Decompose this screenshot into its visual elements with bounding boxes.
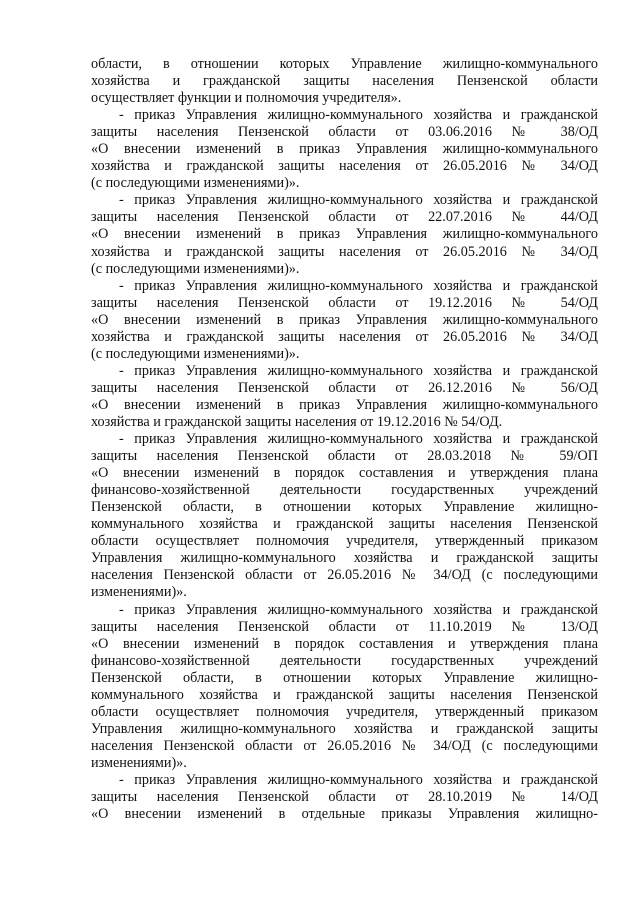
document-paragraph (91, 56, 598, 107)
text-line: - приказ Управления жилищно-коммунального хозяйства и гражданской (119, 431, 598, 448)
text-line: населения Пензенской области от 26.05.2016 № 34/ОД (с последующими (91, 737, 598, 754)
text-line: коммунального хозяйства и гражданской защиты населения Пензенской (91, 686, 598, 703)
document-paragraph (91, 278, 598, 363)
text-line: коммунального хозяйства и гражданской защиты населения Пензенской (91, 516, 598, 533)
text-line: хозяйства и гражданской защиты населения Пензенской области (91, 73, 598, 90)
text-line: хозяйства и гражданской защиты населения от 26.05.2016 № 34/ОД (91, 158, 598, 175)
text-line: защиты населения Пензенской области от 19.12.2016 № 54/ОД (91, 294, 598, 311)
text-line: - приказ Управления жилищно-коммунального хозяйства и гражданской (119, 277, 598, 294)
text-line: защиты населения Пензенской области от 03.06.2016 № 38/ОД (91, 124, 598, 141)
text-line: хозяйства и гражданской защиты населения от 26.05.2016 № 34/ОД (91, 243, 598, 260)
text-line: области, в отношении которых Управление жилищно-коммунального (91, 56, 598, 72)
document-paragraph (91, 602, 598, 772)
text-line: (с последующими изменениями)». (91, 345, 300, 362)
text-line: - приказ Управления жилищно-коммунального хозяйства и гражданской (119, 192, 598, 209)
document-page (91, 56, 598, 823)
text-line: - приказ Управления жилищно-коммунального хозяйства и гражданской (119, 601, 598, 618)
text-line: «О внесении изменений в порядок составления и утверждения плана (91, 635, 598, 652)
document-paragraph (91, 431, 598, 601)
text-line: «О внесении изменений в приказ Управления жилищно-коммунального (91, 396, 598, 413)
text-line: «О внесении изменений в приказ Управления жилищно-коммунального (91, 311, 598, 328)
document-paragraph (91, 363, 598, 431)
text-line: области осуществляет полномочия учредителя, утвержденный приказом (91, 703, 598, 720)
text-line: защиты населения Пензенской области от 28.10.2019 № 14/ОД (91, 789, 598, 806)
text-line: финансово-хозяйственной деятельности государственных учреждений (91, 482, 598, 499)
text-line: населения Пензенской области от 26.05.2016 № 34/ОД (с последующими (91, 567, 598, 584)
text-line: «О внесении изменений в приказ Управления жилищно-коммунального (91, 226, 598, 243)
text-line: - приказ Управления жилищно-коммунального хозяйства и гражданской (119, 771, 598, 788)
text-line: Управления жилищно-коммунального хозяйства и гражданской защиты (91, 720, 598, 737)
text-line: Управления жилищно-коммунального хозяйства и гражданской защиты (91, 550, 598, 567)
text-line: (с последующими изменениями)». (91, 260, 300, 277)
document-paragraph (91, 772, 598, 823)
text-line: - приказ Управления жилищно-коммунального хозяйства и гражданской (119, 107, 598, 124)
text-line: Пензенской области, в отношении которых Управление жилищно- (91, 499, 598, 516)
text-line: финансово-хозяйственной деятельности государственных учреждений (91, 652, 598, 669)
text-line: «О внесении изменений в порядок составления и утверждения плана (91, 465, 598, 482)
text-line: осуществляет функции и полномочия учредителя». (91, 90, 402, 107)
document-paragraph (91, 192, 598, 277)
text-line: защиты населения Пензенской области от 26.12.2016 № 56/ОД (91, 379, 598, 396)
text-line: - приказ Управления жилищно-коммунального хозяйства и гражданской (119, 362, 598, 379)
document-paragraph (91, 107, 598, 192)
text-line: (с последующими изменениями)». (91, 175, 300, 192)
text-line: изменениями)». (91, 584, 187, 601)
text-line: изменениями)». (91, 754, 187, 771)
text-line: хозяйства и гражданской защиты населения от 19.12.2016 № 54/ОД. (91, 413, 503, 430)
text-line: защиты населения Пензенской области от 28.03.2018 № 59/ОП (91, 448, 598, 465)
text-line: хозяйства и гражданской защиты населения от 26.05.2016 № 34/ОД (91, 328, 598, 345)
text-line: «О внесении изменений в приказ Управления жилищно-коммунального (91, 141, 598, 158)
text-line: защиты населения Пензенской области от 11.10.2019 № 13/ОД (91, 618, 598, 635)
text-line: защиты населения Пензенской области от 22.07.2016 № 44/ОД (91, 209, 598, 226)
text-line: «О внесении изменений в отдельные приказы Управления жилищно- (91, 806, 598, 823)
text-line: Пензенской области, в отношении которых Управление жилищно- (91, 669, 598, 686)
text-line: области осуществляет полномочия учредителя, утвержденный приказом (91, 533, 598, 550)
